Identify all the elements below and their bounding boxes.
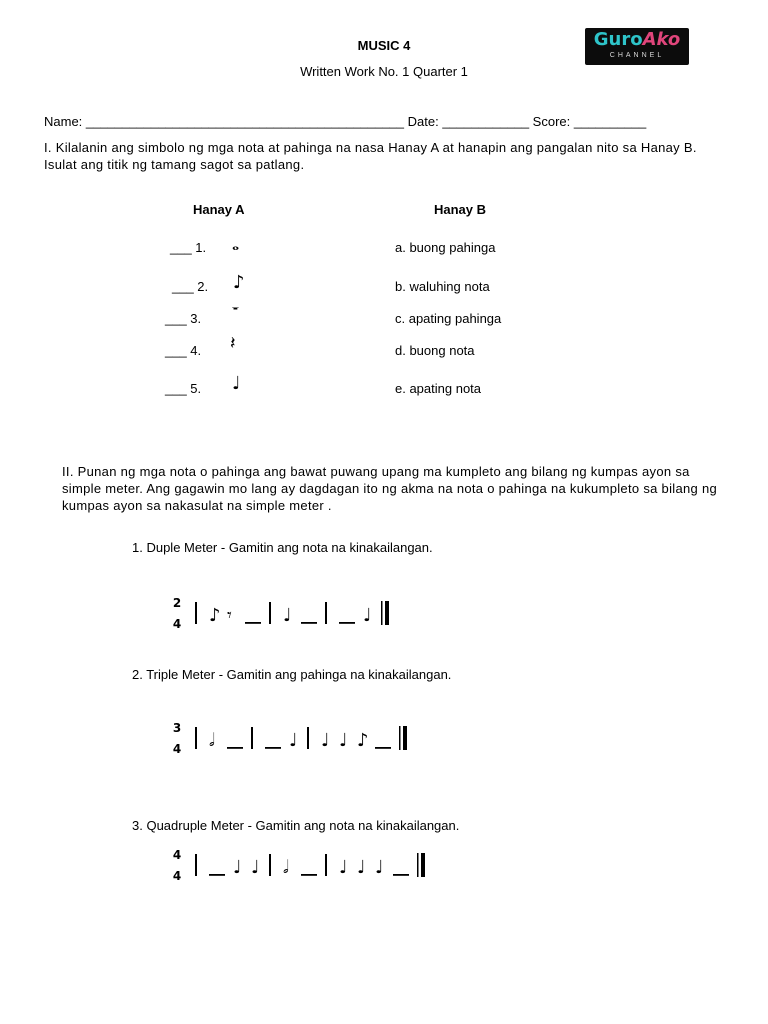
time-signature-top: 4 bbox=[172, 848, 182, 862]
time-signature-top: 3 bbox=[172, 721, 182, 735]
item-2-number: ___ 2. bbox=[172, 279, 209, 294]
quarter-note-icon: ♩ bbox=[375, 857, 384, 878]
item-1-answer: a. buong pahinga bbox=[395, 240, 496, 255]
meter-1-title: 1. Duple Meter - Gamitin ang nota na kinakailangan. bbox=[132, 540, 433, 555]
time-signature-bottom: 4 bbox=[172, 617, 182, 631]
worksheet-subtitle: Written Work No. 1 Quarter 1 bbox=[300, 64, 468, 79]
hanay-b-header: Hanay B bbox=[434, 202, 487, 217]
quarter-note-icon: ♩ bbox=[233, 857, 242, 878]
answer-blank bbox=[301, 874, 317, 876]
barline bbox=[325, 602, 327, 624]
item-3-answer: c. apating pahinga bbox=[395, 311, 502, 326]
quarter-note-icon: ♩ bbox=[232, 373, 241, 394]
hanay-a-header: Hanay A bbox=[193, 202, 245, 217]
answer-blank bbox=[339, 622, 355, 624]
time-signature-bottom: 4 bbox=[172, 742, 182, 756]
barline bbox=[251, 727, 253, 749]
quarter-note-icon: ♩ bbox=[289, 730, 298, 751]
half-note-icon: 𝅗𝅥 bbox=[283, 857, 289, 878]
quarter-note-icon: ♩ bbox=[321, 730, 330, 751]
final-barline-thick bbox=[421, 853, 425, 877]
answer-blank bbox=[245, 622, 261, 624]
item-4-answer: d. buong nota bbox=[395, 343, 475, 358]
section1-instruction: I. Kilalanin ang simbolo ng mga nota at pahinga na nasa Hanay A at hanapin ang pangalan nito sa Hanay B. Isulat ang titik ng tamang sagot sa patlang. bbox=[44, 140, 697, 172]
eighth-note-icon: ♪ bbox=[233, 272, 245, 293]
half-note-icon: 𝅗𝅥 bbox=[209, 730, 215, 751]
answer-blank bbox=[227, 747, 243, 749]
quarter-note-icon: ♩ bbox=[339, 730, 348, 751]
quarter-note-icon: ♩ bbox=[339, 857, 348, 878]
item-3-number: ___ 3. bbox=[165, 311, 202, 326]
time-signature-bottom: 4 bbox=[172, 869, 182, 883]
whole-note-icon: 𝅝 bbox=[232, 234, 240, 255]
quarter-note-icon: ♩ bbox=[251, 857, 260, 878]
meter-1-staff bbox=[168, 590, 488, 638]
worksheet-title: MUSIC 4 bbox=[357, 38, 411, 53]
barline bbox=[269, 854, 271, 876]
eighth-note-icon: ♪ bbox=[357, 730, 369, 751]
logo-wordmark bbox=[585, 29, 689, 50]
item-5-number: ___ 5. bbox=[165, 381, 202, 396]
item-1-number: ___ 1. bbox=[170, 240, 207, 255]
item-4-number: ___ 4. bbox=[165, 343, 202, 358]
whole-rest-icon: 𝄻 bbox=[232, 302, 239, 323]
eighth-note-icon: ♪ bbox=[209, 605, 221, 626]
eighth-rest-icon: 𝄾 bbox=[227, 605, 232, 626]
barline bbox=[195, 854, 197, 876]
final-barline-thin bbox=[399, 726, 401, 750]
final-barline-thick bbox=[385, 601, 389, 625]
barline bbox=[307, 727, 309, 749]
answer-blank bbox=[265, 747, 281, 749]
quarter-note-icon: ♩ bbox=[357, 857, 366, 878]
answer-blank bbox=[393, 874, 409, 876]
barline bbox=[195, 602, 197, 624]
guroako-logo bbox=[585, 28, 689, 65]
quarter-note-icon: ♩ bbox=[283, 605, 292, 626]
answer-blank bbox=[209, 874, 225, 876]
final-barline-thick bbox=[403, 726, 407, 750]
meter-3-title: 3. Quadruple Meter - Gamitin ang nota na kinakailangan. bbox=[132, 818, 460, 833]
time-signature-top: 2 bbox=[172, 596, 182, 610]
answer-blank bbox=[375, 747, 391, 749]
meter-3-staff bbox=[168, 842, 488, 890]
logo-subtext: CHANNEL bbox=[609, 52, 665, 59]
item-5-answer: e. apating nota bbox=[395, 381, 482, 396]
quarter-rest-icon: 𝄽 bbox=[230, 333, 236, 354]
barline bbox=[269, 602, 271, 624]
answer-blank bbox=[301, 622, 317, 624]
name-date-score-line: Name: ____________________________________________ Date: ____________ Score: __________ bbox=[44, 114, 647, 129]
meter-2-staff bbox=[168, 715, 488, 763]
logo-text-a: Guro bbox=[593, 29, 643, 50]
section2-instruction: II. Punan ng mga nota o pahinga ang bawat puwang upang ma kumpleto ang bilang ng kumpas ayon sa simple meter. Ang gagawin mo lang ay dagdagan ito ng akma na nota o pahinga na kukumpleto sa bilang ng kumpas ayon sa nakasulat na simple meter . bbox=[62, 464, 718, 513]
meter-2-title: 2. Triple Meter - Gamitin ang pahinga na kinakailangan. bbox=[132, 667, 452, 682]
logo-text-b: Ako bbox=[642, 29, 681, 50]
item-2-answer: b. waluhing nota bbox=[395, 279, 490, 294]
final-barline-thin bbox=[381, 601, 383, 625]
quarter-note-icon: ♩ bbox=[363, 605, 372, 626]
barline bbox=[195, 727, 197, 749]
final-barline-thin bbox=[417, 853, 419, 877]
barline bbox=[325, 854, 327, 876]
